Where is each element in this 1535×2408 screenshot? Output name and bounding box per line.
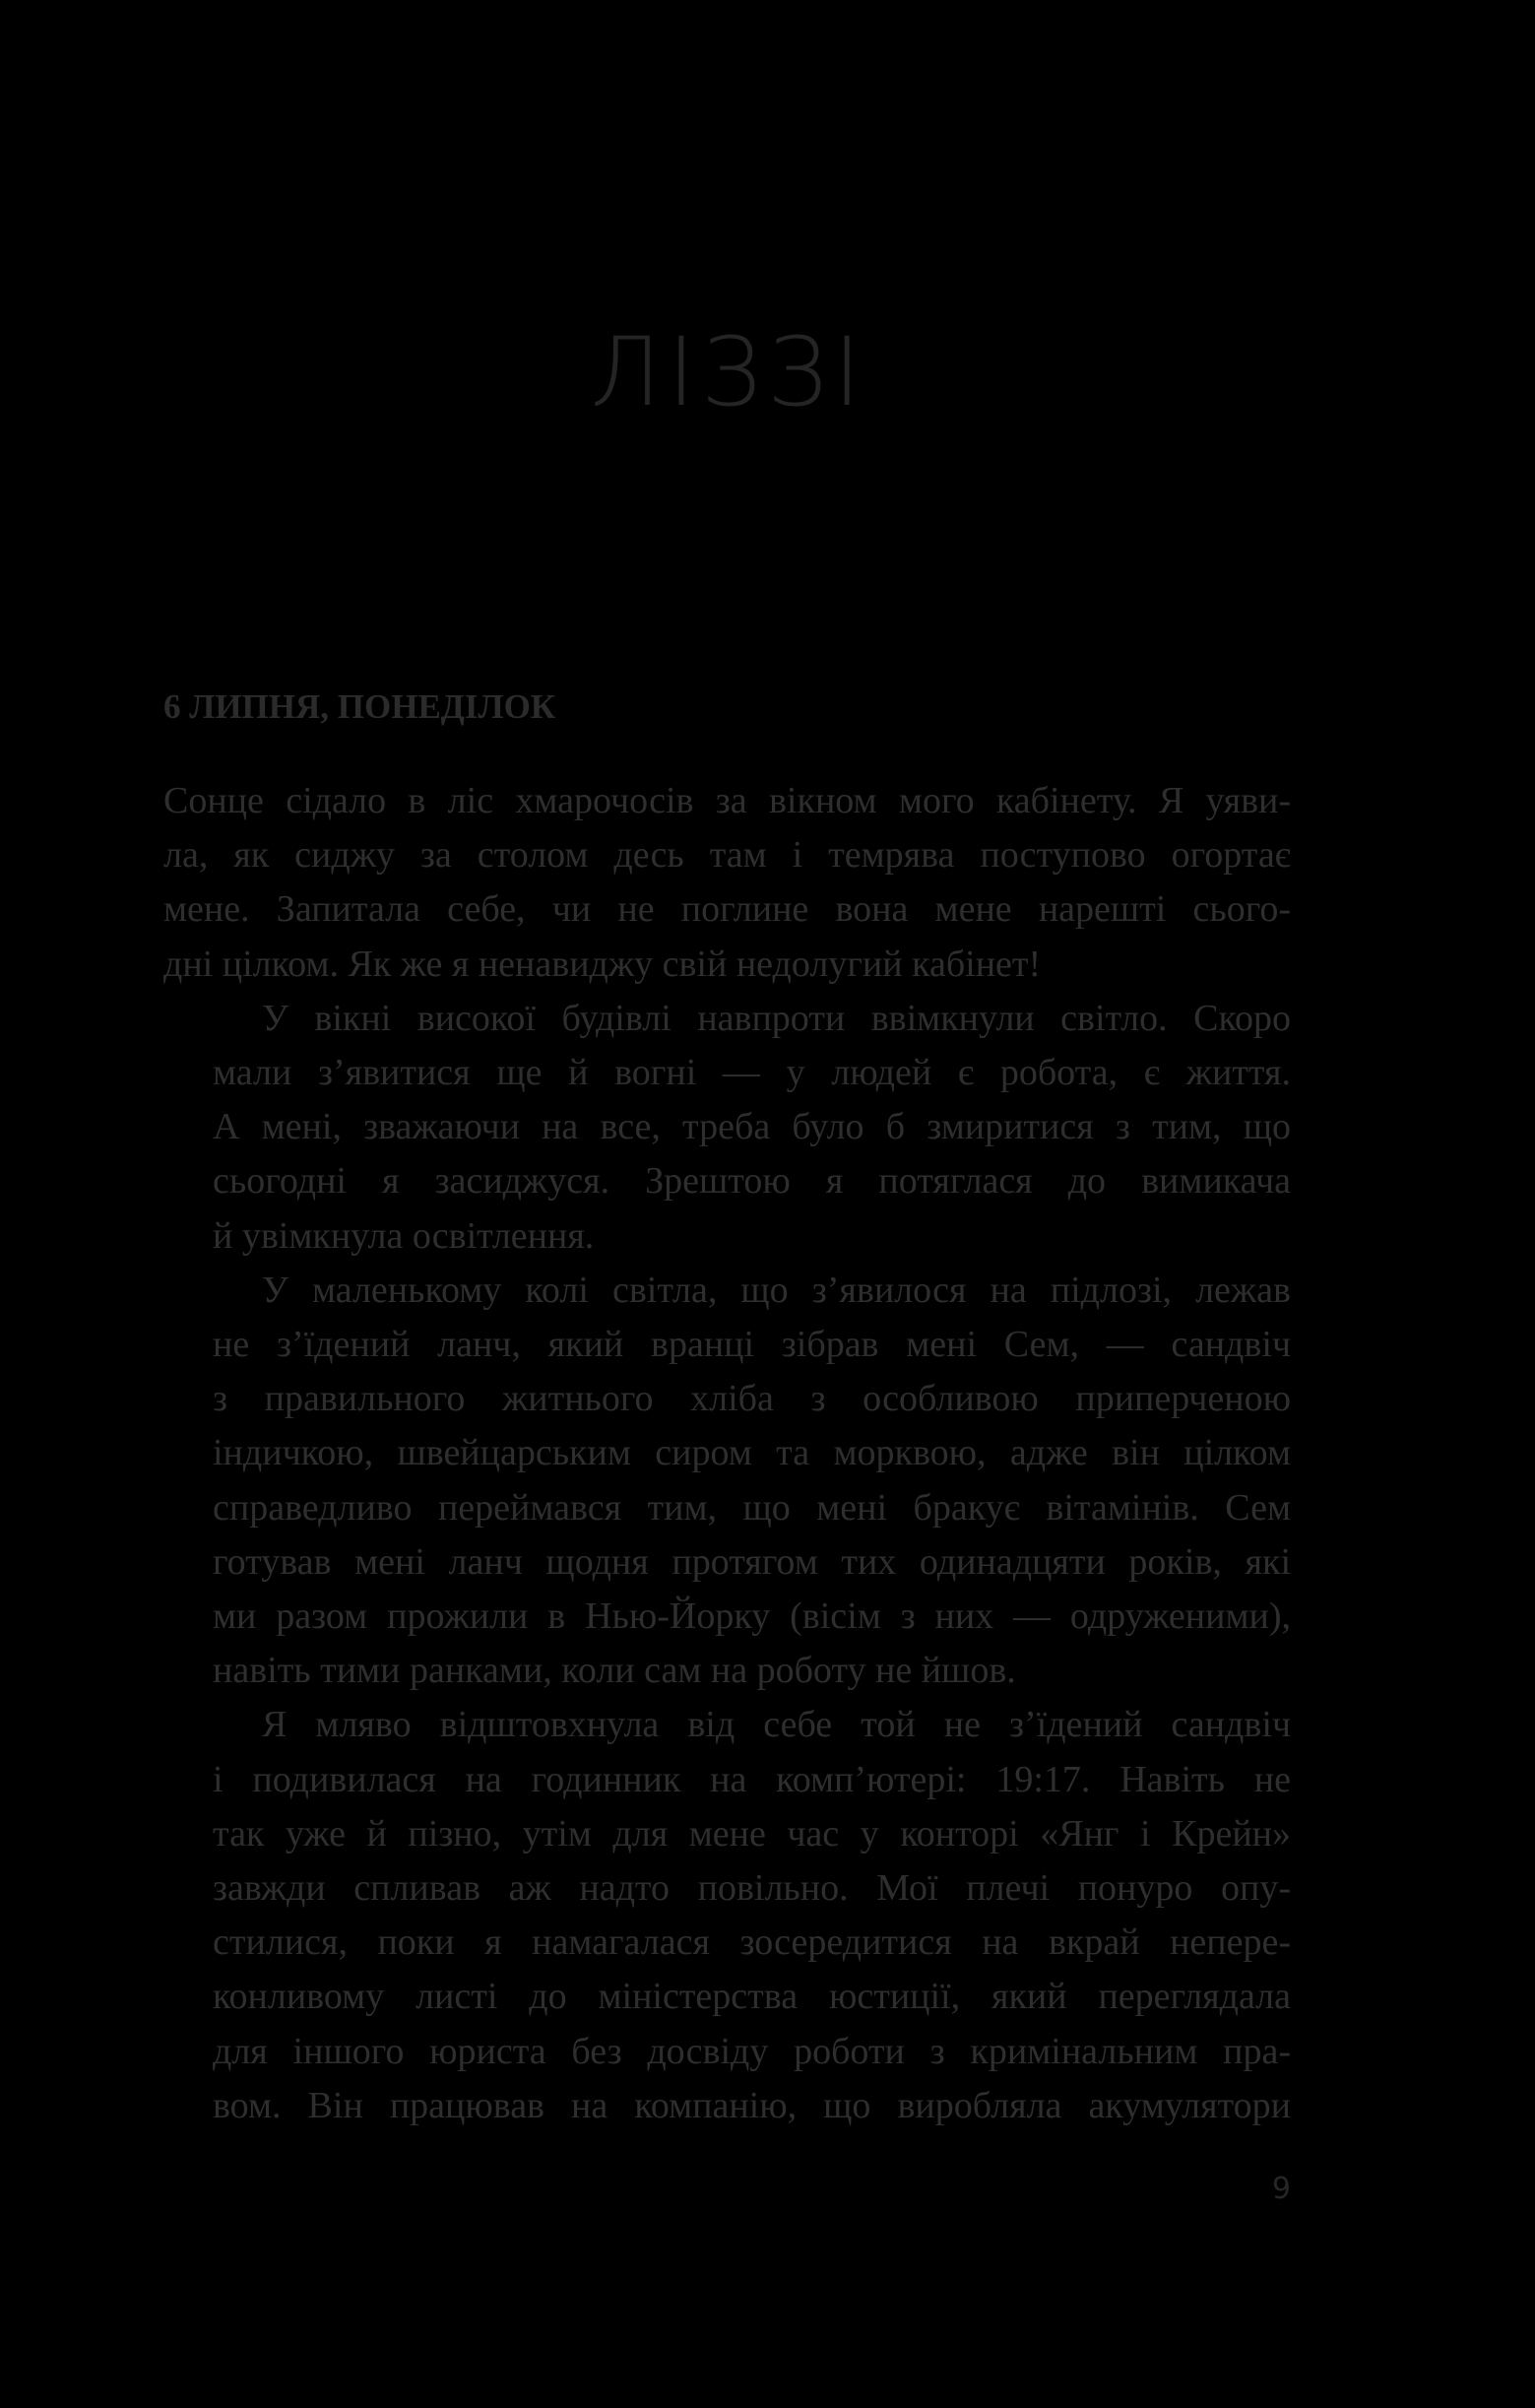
text-line: А мені, зважаючи на все, треба було б змиритися з тим, що: [213, 1106, 1291, 1148]
chapter-title: ЛІЗЗІ: [590, 317, 867, 427]
text-line: так уже й пізно, утім для мене час у конторі «Янг і Крейн»: [213, 1812, 1291, 1855]
text-line: стилися, поки я намагалася зосередитися на вкрай непере-: [213, 1921, 1291, 1964]
date-heading: 6 ЛИПНЯ, ПОНЕДІЛОК: [163, 687, 556, 726]
text-line: завжди спливав аж надто повільно. Мої плечі понуро опу-: [213, 1867, 1291, 1910]
text-line: Сонце сідало в ліс хмарочосів за вікном мого кабінету. Я уяви-: [163, 780, 1291, 821]
text-line: й увімкнула освітлення.: [213, 1214, 595, 1257]
text-line: мене. Запитала себе, чи не поглине вона мене нарешті сього-: [163, 888, 1291, 931]
paragraph: [163, 992, 1291, 1264]
paragraph: [163, 1698, 1291, 2133]
text-line: ла, як сиджу за столом десь там і темрява поступово огортає: [163, 834, 1291, 877]
text-line: ми разом прожили в Нью-Йорку (вісім з них — одруженими),: [213, 1595, 1291, 1638]
text-line: дні цілком. Як же я ненавиджу свій недолугий кабінет!: [163, 943, 1042, 985]
text-line: вом. Він працював на компанію, що виробляла акумулятори: [213, 2084, 1291, 2126]
text-line: з правильного житнього хліба з особливою приперченою: [213, 1378, 1291, 1420]
text-line: готував мені ланч щодня протягом тих одинадцяти років, які: [213, 1540, 1291, 1583]
paragraph: [163, 1264, 1291, 1699]
paragraph: [163, 774, 1291, 992]
text-line: У маленькому колі світла, що з’явилося на підлозі, лежав: [262, 1269, 1291, 1311]
text-line: У вікні високої будівлі навпроти ввімкнули світло. Скоро: [262, 997, 1291, 1039]
text-line: для іншого юриста без досвіду роботи з кримінальним пра-: [213, 2030, 1291, 2072]
text-line: не з’їдений ланч, який вранці зібрав мені Сем, — сандвіч: [213, 1324, 1291, 1366]
text-line: справедливо переймався тим, що мені бракує вітамінів. Сем: [213, 1486, 1291, 1529]
text-line: конливому листі до міністерства юстиції, який переглядала: [213, 1976, 1291, 2018]
text-line: сьогодні я засиджуся. Зрештою я потяглася до вимикача: [213, 1160, 1291, 1203]
page-number: 9: [1271, 2172, 1291, 2206]
text-line: мали з’явитися ще й вогні — у людей є робота, є життя.: [213, 1052, 1291, 1094]
text-line: і подивилася на годинник на комп’ютері: 19:17. Навіть не: [213, 1758, 1291, 1800]
text-line: індичкою, швейцарським сиром та морквою, адже він цілком: [213, 1432, 1291, 1474]
body-text: [163, 774, 1291, 2133]
text-line: навіть тими ранками, коли сам на роботу не йшов.: [213, 1650, 1016, 1692]
text-line: Я мляво відштовхнула від себе той не з’їдений сандвіч: [262, 1704, 1291, 1746]
